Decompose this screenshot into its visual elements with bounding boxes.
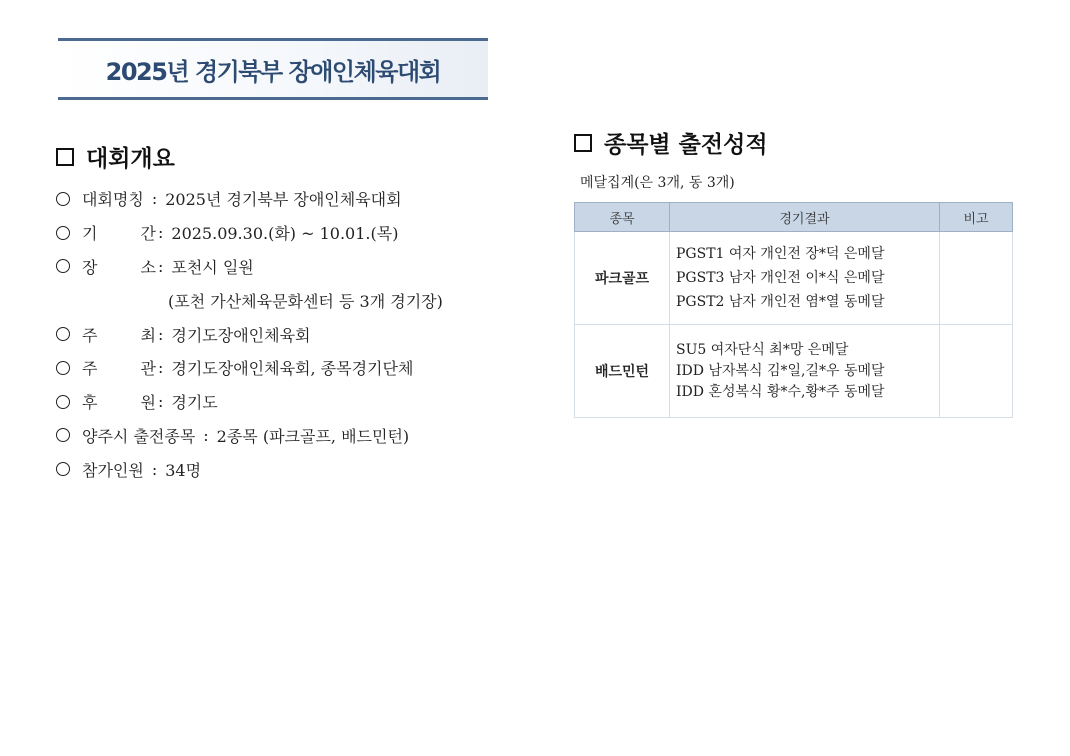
colon: : (151, 459, 158, 479)
item-value: 2종목 (파크골프, 배드민턴) (216, 426, 410, 446)
table-header-row (575, 203, 1013, 232)
colon: : (158, 324, 164, 344)
circle-bullet-icon (56, 259, 70, 273)
results-heading-text: 종목별 출전성적 (604, 131, 768, 158)
result-line: PGST2 남자 개인전 염*열 동메달 (676, 294, 885, 310)
medal-summary: 메달집계(은 3개, 동 3개) (580, 175, 735, 191)
table-row (575, 325, 1013, 418)
colon: : (158, 392, 164, 412)
item-value: 2025.09.30.(화) ~ 10.01.(목) (171, 224, 399, 244)
item-label: 대회명칭 (82, 190, 144, 210)
colon: : (151, 189, 158, 209)
circle-bullet-icon (56, 428, 70, 442)
checkbox-square-icon (56, 148, 74, 166)
result-cell (670, 325, 940, 418)
result-cell (670, 232, 940, 325)
item-label-text: 후 원 (82, 393, 156, 413)
table-row (575, 232, 1013, 325)
overview-item-place-detail (56, 283, 443, 317)
results-heading (574, 126, 768, 159)
colon: : (203, 425, 209, 445)
result-line: PGST1 여자 개인전 장*덕 은메달 (676, 246, 885, 262)
column-header-event: 종목 (575, 203, 670, 232)
item-value: 경기도 (171, 393, 218, 413)
item-label (82, 323, 156, 346)
item-label (82, 255, 156, 278)
overview-item-organizer (56, 351, 443, 385)
colon: : (158, 256, 164, 276)
overview-heading-text: 대회개요 (86, 145, 175, 172)
circle-bullet-icon (56, 361, 70, 375)
item-label: 참가인원 (82, 460, 144, 480)
item-label (82, 221, 156, 244)
event-cell: 파크골프 (575, 232, 670, 325)
item-label-text: 기 간 (82, 224, 156, 244)
item-value: 34명 (165, 460, 202, 480)
overview-item-sponsor (56, 385, 443, 419)
item-label-text: 장 소 (82, 257, 156, 277)
overview-item-participants (56, 452, 443, 486)
overview-item-host (56, 317, 443, 351)
colon: : (158, 223, 164, 243)
overview-item-events (56, 419, 443, 453)
item-label (82, 356, 156, 379)
overview-item-name (56, 182, 443, 216)
note-cell (940, 325, 1013, 418)
result-line: IDD 혼성복식 황*수,황*주 동메달 (676, 383, 885, 400)
item-label-text: 주 관 (82, 359, 156, 379)
item-label (82, 390, 156, 413)
document-title: 2025년 경기북부 장애인체육대회 (105, 57, 441, 86)
overview-item-period (56, 216, 443, 250)
colon: : (158, 358, 164, 378)
overview-list (56, 182, 443, 486)
item-label-text: 주 최 (82, 325, 156, 345)
item-value: 2025년 경기북부 장애인체육대회 (165, 190, 402, 210)
column-header-note: 비고 (940, 203, 1013, 232)
result-line: PGST3 남자 개인전 이*식 은메달 (676, 270, 885, 286)
circle-bullet-icon (56, 395, 70, 409)
circle-bullet-icon (56, 226, 70, 240)
overview-heading (56, 140, 175, 173)
item-value: 포천시 일원 (171, 257, 254, 277)
document-title-box (58, 38, 488, 100)
result-line: SU5 여자단식 최*망 은메달 (676, 341, 849, 358)
checkbox-square-icon (574, 134, 592, 152)
results-table (574, 202, 1013, 418)
note-cell (940, 232, 1013, 325)
item-value: 경기도장애인체육회, 종목경기단체 (171, 359, 414, 379)
event-cell: 배드민턴 (575, 325, 670, 418)
item-value: 경기도장애인체육회 (171, 325, 311, 345)
circle-bullet-icon (56, 192, 70, 206)
circle-bullet-icon (56, 327, 70, 341)
overview-item-place (56, 250, 443, 284)
item-value: (포천 가산체육문화센터 등 3개 경기장) (168, 291, 443, 311)
result-line: IDD 남자복식 김*일,길*우 동메달 (676, 362, 885, 379)
circle-bullet-icon (56, 462, 70, 476)
column-header-result: 경기결과 (670, 203, 940, 232)
item-label: 양주시 출전종목 (82, 426, 196, 446)
